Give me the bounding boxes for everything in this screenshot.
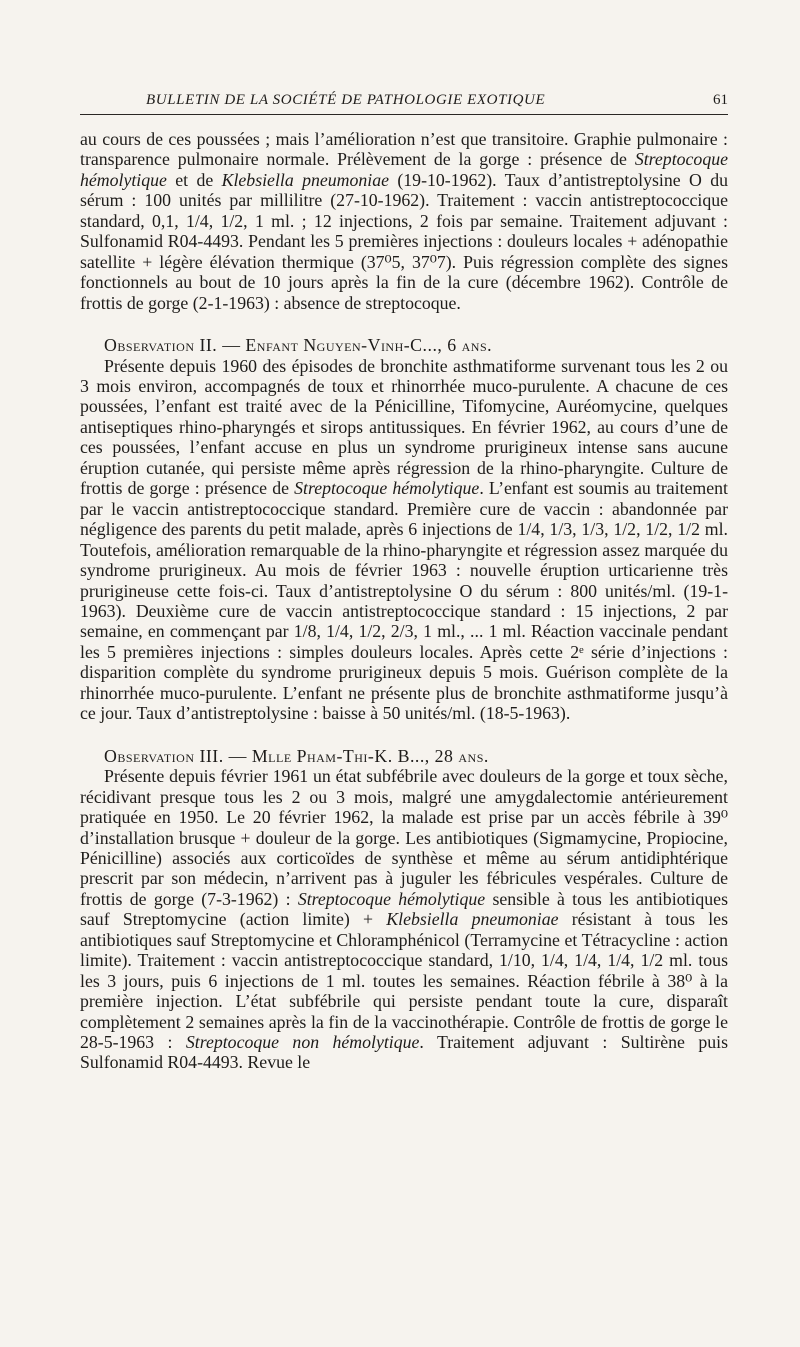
page-header	[80, 90, 728, 115]
observation-label: Observation II.	[104, 335, 218, 356]
observation-1-continuation	[80, 129, 728, 313]
observation-label: Observation III.	[104, 745, 224, 766]
patient-line: — Enfant Nguyen-Vinh-C..., 6 ans.	[217, 335, 493, 356]
text-run: Présente depuis 1960 des épisodes de bronchite asthmatiforme survenant tous les 2 ou 3 mois environ, accompagnés de toux et rhinorrhée muco-purulente. A chacune de ces poussées, l’enfant est traité avec de la Pénicilline, Tifomycine, Auréomycine, quelques antiseptiques rhino-pharyngés et sirops antitussiques. En février 1962, au cours d’une de ces poussées, l’enfant accuse en plus un syndrome prurigineux intense sans aucune éruption cutanée, qui persiste même après régression de la rhino-pharyngite. Culture de frottis de gorge : présence de	[80, 355, 728, 499]
text-run: Présente depuis février 1961 un état subfébrile avec douleurs de la gorge et toux sèche, récidivant presque tous les 2 ou 3 mois, malgré une amygdalectomie antérieurement pratiquée en 1950. Le 20 février 1962, la malade est prise par un accès fébrile à 39⁰ d’installation brusque + douleur de la gorge. Les antibiotiques (Sigmamycine, Propiocine, Pénicilline) associés aux corticoïdes de synthèse et même au sérum antidiphtérique prescrit par son médecin, n’arrivent pas à juguler les fébricules vespérales. Culture de frottis de gorge (7-3-1962) :	[80, 766, 728, 909]
observation-2-heading	[80, 335, 728, 355]
organism-name: Streptocoque hémolytique	[297, 888, 486, 909]
text-run: au cours de ces poussées ; mais l’amélioration n’est que transitoire. Graphie pulmonaire : transparence pulmonaire normale. Prélèvement de la gorge : présence de	[80, 129, 728, 170]
text-run: et de	[166, 169, 222, 190]
organism-name: Streptocoque hémolytique	[80, 149, 728, 190]
organism-name: Streptocoque non hémolytique	[185, 1032, 420, 1053]
text-run: résistant à tous les antibiotiques sauf Streptomycine et Chloramphénicol (Terramycine et Tétracycline : action limite). Traitement : vaccin antistreptococcique standard, 1/10, 1/4, 1/4, 1/4, 1/2 ml. tous les 3 jours, puis 6 injections de 1 ml. toutes les semaines. Réaction fébrile à 38⁰ à la première injection. L’état subfébrile qui persiste pendant toute la cure, disparaît complètement 2 semaines après la fin de la vaccinothérapie. Contrôle de frottis de gorge le 28-5-1963 :	[80, 909, 728, 1053]
observation-2-body	[80, 356, 728, 724]
text-run: . L’enfant est soumis au traitement par le vaccin antistreptococcique standard. Première cure de vaccin : abandonnée par négligence des parents du petit malade, après 6 injections de 1/4, 1/3, 1/3, 1/2, 1/2, 1/2 ml. Toutefois, amélioration remarquable de la rhino-pharyngite et régression assez marquée du syndrome prurigineux. Au mois de février 1963 : nouvelle éruption urticarienne très prurigineuse cette fois-ci. Taux d’antistreptolysine O du sérum : 800 unités/ml. (19-1-1963). Deuxième cure de vaccin antistreptococcique standard : 15 injections, 2 par semaine, en commençant par 1/8, 1/4, 1/2, 2/3, 1 ml., ... 1 ml. Réaction vaccinale pendant les 5 premières injections : simples douleurs locales. Après cette 2ᵉ série d’injections : disparition complète du syndrome prurigineux depuis 5 mois. Guérison complète de la rhinorrhée muco-purulente. L’enfant ne présente plus de bronchite asthmatiforme jusqu’à ce jour. Taux d’antistreptolysine : baisse à 50 unités/ml. (18-5-1963).	[80, 478, 728, 724]
organism-name: Streptocoque hémolytique	[294, 478, 480, 499]
text-run: sensible à tous les antibiotiques sauf Streptomycine (action limite) +	[80, 888, 728, 930]
observation-3-body	[80, 766, 728, 1073]
patient-line: — Mlle Pham-Thi-K. B..., 28 ans.	[223, 745, 489, 766]
observation-3-heading	[80, 746, 728, 766]
organism-name: Klebsiella pneumoniae	[221, 169, 389, 190]
text-run: (19-10-1962). Taux d’antistreptolysine O du sérum : 100 unités par millilitre (27-10-1962). Traitement : vaccin antistreptococcique standard, 0,1, 1/4, 1/2, 1 ml. ; 12 injections, 2 fois par semaine. Traitement adjuvant : Sulfonamid R04-4493. Pendant les 5 premières injections : douleurs locales + adénopathie satellite + légère élévation thermique (37⁰5, 37⁰7). Puis régression complète des signes fonctionnels au bout de 10 jours après la fin de la cure (décembre 1962). Contrôle de frottis de gorge (2-1-1963) : absence de streptocoque.	[80, 169, 729, 313]
text-run: . Traitement adjuvant : Sultirène puis Sulfonamid R04-4493. Revue le	[80, 1032, 728, 1073]
organism-name: Klebsiella pneumoniae	[386, 909, 559, 930]
running-title: BULLETIN DE LA SOCIÉTÉ DE PATHOLOGIE EXOTIQUE	[146, 92, 546, 108]
page-number: 61	[713, 92, 728, 108]
body-text	[80, 129, 728, 1073]
